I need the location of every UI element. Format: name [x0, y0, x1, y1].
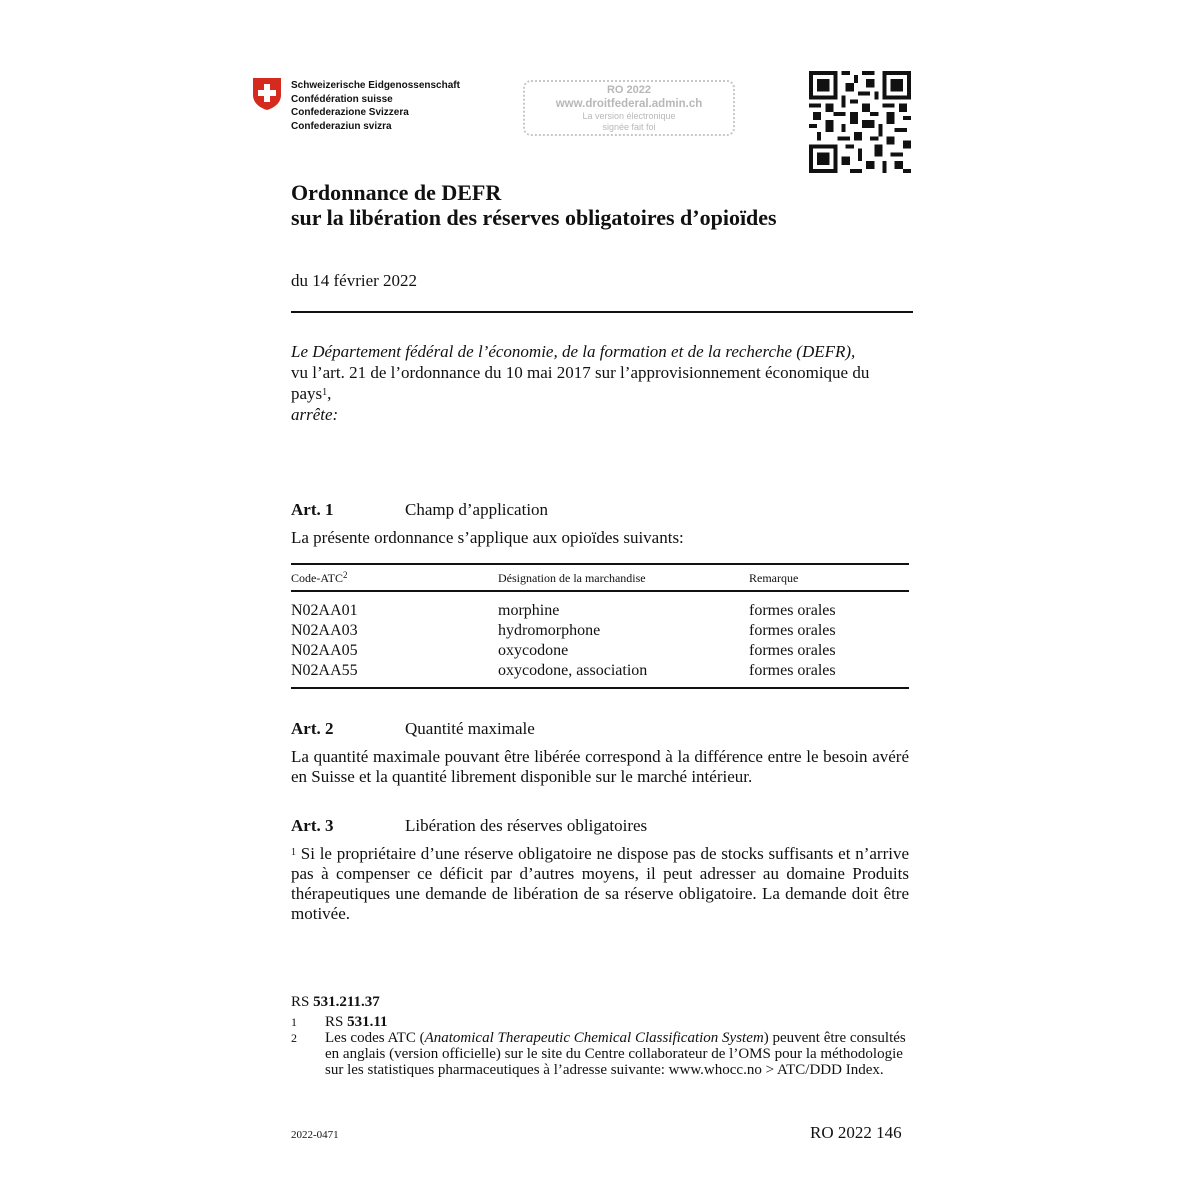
- swiss-cross-shield-icon: [251, 77, 283, 111]
- document-title: [291, 180, 777, 230]
- cell-remark: formes orales: [749, 662, 836, 679]
- footnote-2: [291, 1030, 911, 1078]
- publication-stamp: [523, 80, 735, 136]
- cell-code: N02AA05: [291, 642, 358, 659]
- header-code: Code-ATC$^2$: [291, 570, 348, 585]
- title-divider: [291, 311, 913, 313]
- cell-code: N02AA03: [291, 622, 358, 639]
- footnote-ref-2[interactable]: 2: [343, 570, 348, 580]
- table-header: [291, 565, 909, 590]
- footnote-number: 1: [291, 1015, 297, 1029]
- opioid-table: [291, 563, 909, 689]
- preamble-decree: arrête:: [291, 405, 339, 424]
- footnote-ref-1[interactable]: 1: [322, 387, 328, 398]
- cell-designation: morphine: [498, 602, 560, 619]
- title-line-2: sur la libération des réserves obligatoires d’opioïdes: [291, 205, 777, 230]
- confederation-line-de: Schweizerische Eidgenossenschaft: [291, 80, 460, 91]
- table-row: [291, 602, 909, 622]
- ro-reference: RO 2022 146: [810, 1123, 902, 1142]
- qr-code-icon[interactable]: [809, 71, 911, 173]
- article-3-heading: [291, 816, 647, 836]
- footnote-text: RS 531.11: [325, 1014, 388, 1030]
- stamp-url: www.droitfederal.admin.ch: [555, 98, 703, 110]
- title-line-1: Ordonnance de DEFR: [291, 180, 502, 205]
- footnote-number: 2: [291, 1031, 297, 1045]
- article-1-text: La présente ordonnance s’applique aux opioïdes suivants:: [291, 528, 684, 547]
- confederation-names: [291, 79, 460, 133]
- rs-number: 531.211.37: [313, 994, 380, 1010]
- confederation-line-rm: Confederaziun svizra: [291, 120, 392, 132]
- footnote-text: Les codes ATC (Anatomical Therapeutic Chemical Classification System) peuvent être consultés en anglais (version officielle) sur le site du Centre collaborateur de l’OMS pour la méthodologie sur les statistiques pharmaceutiques à l’adresse suivante: www.whocc.no > ATC/DDD Index.: [325, 1030, 906, 1078]
- footnote-1: [291, 1014, 911, 1030]
- cell-code: N02AA01: [291, 602, 358, 619]
- cell-code: N02AA55: [291, 662, 358, 679]
- cell-remark: formes orales: [749, 642, 836, 659]
- article-1-number: Art. 1: [291, 500, 334, 519]
- cell-remark: formes orales: [749, 602, 836, 619]
- confederation-line-it: Confederazione Svizzera: [291, 107, 409, 118]
- article-1-title: Champ d’application: [405, 500, 549, 519]
- article-3-title: Libération des réserves obligatoires: [405, 816, 648, 835]
- header-remark: Remarque: [749, 571, 799, 585]
- article-1-heading: [291, 500, 548, 520]
- confederation-line-fr: Confédération suisse: [291, 93, 393, 105]
- article-2-number: Art. 2: [291, 719, 334, 738]
- footnotes: [291, 1014, 911, 1078]
- article-2-heading: [291, 719, 535, 739]
- cell-designation: hydromorphone: [498, 622, 601, 639]
- article-2-title: Quantité maximale: [405, 719, 535, 738]
- table-row: [291, 622, 909, 642]
- stamp-note-2: signée fait foi: [602, 122, 656, 132]
- table-row: [291, 642, 909, 662]
- preamble-basis-end: ,: [327, 384, 332, 403]
- rs-reference: RS 531.211.37: [291, 994, 380, 1010]
- cell-designation: oxycodone, association: [498, 662, 648, 679]
- table-row: [291, 662, 909, 682]
- article-3-text: Si le propriétaire d’une réserve obligatoire ne dispose pas de stocks suffisants et n’arrive pas à compenser ce déficit par d’autres moyens, il peut adresser au domaine Produits thérapeutiques une demande de libération de sa réserve obligatoire. La demande doit être motivée.: [291, 844, 909, 923]
- document-code: 2022-0471: [291, 1129, 339, 1141]
- table-body: [291, 592, 909, 682]
- document-date: du 14 février 2022: [291, 271, 418, 290]
- stamp-note-1: La version électronique: [582, 111, 676, 121]
- cell-designation: oxycodone: [498, 642, 569, 659]
- header-designation: Désignation de la marchandise: [498, 571, 646, 585]
- stamp-ro: RO 2022: [606, 84, 652, 96]
- preamble-authority: Le Département fédéral de l’économie, de la formation et de la recherche (DEFR),: [291, 342, 856, 361]
- preamble: [291, 341, 906, 425]
- preamble-basis-text: vu l’art. 21 de l’ordonnance du 10 mai 2017 sur l’approvisionnement économique du pays: [291, 363, 870, 403]
- preamble-basis: [291, 362, 906, 404]
- article-3-paragraph: [291, 844, 909, 924]
- table-bottom-rule: [291, 687, 909, 689]
- article-3-number: Art. 3: [291, 816, 334, 835]
- paragraph-number: 1: [291, 847, 296, 858]
- cell-remark: formes orales: [749, 622, 836, 639]
- article-2-text: La quantité maximale pouvant être libérée correspond à la différence entre le besoin avéré en Suisse et la quantité librement disponible sur le marché intérieur.: [291, 747, 909, 786]
